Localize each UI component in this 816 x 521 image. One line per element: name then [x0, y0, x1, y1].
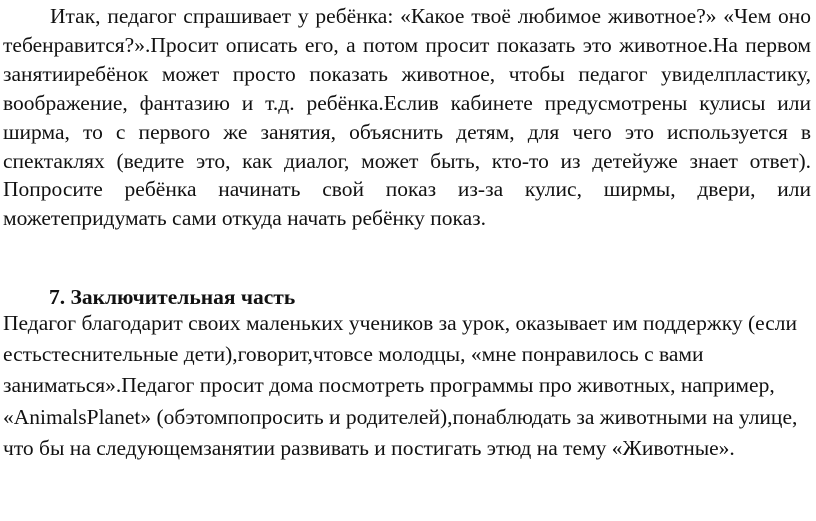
paragraph-lesson-activity: Итак, педагог спрашивает у ребёнка: «Какое твоё любимое животное?» «Чем оно тебенравится?».Просит описать его, а потом просит показать это животное.На первом занятииребёнок может просто показать животное, чтобы педагог увиделпластику, воображение, фантазию и т.д. ребёнка.Еслив кабинете предусмотрены кулисы или ширма, то с первого же занятия, объяснить детям, для чего это используется в спектаклях (ведите это, как диалог, может быть, кто-то из детейуже знает ответ). Попросите ребёнка начинать свой показ из-за кулис, ширмы, двери, или можетепридумать сами откуда начать ребёнку показ. — [3, 4, 811, 231]
paragraph-conclusion: Педагог благодарит своих маленьких учеников за урок, оказывает им поддержку (если естьстеснительные дети),говорит,чтовсе молодцы, «мне понравилось с вами заниматься».Педагог просит дома посмотреть программы про животных, например, «AnimalsPlanet» (обэтомпопросить и родителей),понаблюдать за животными на улице, что бы на следующемзанятии развивать и постигать этюд на тему «Животные». — [3, 311, 798, 460]
section-heading: 7. Заключительная часть — [49, 285, 296, 309]
